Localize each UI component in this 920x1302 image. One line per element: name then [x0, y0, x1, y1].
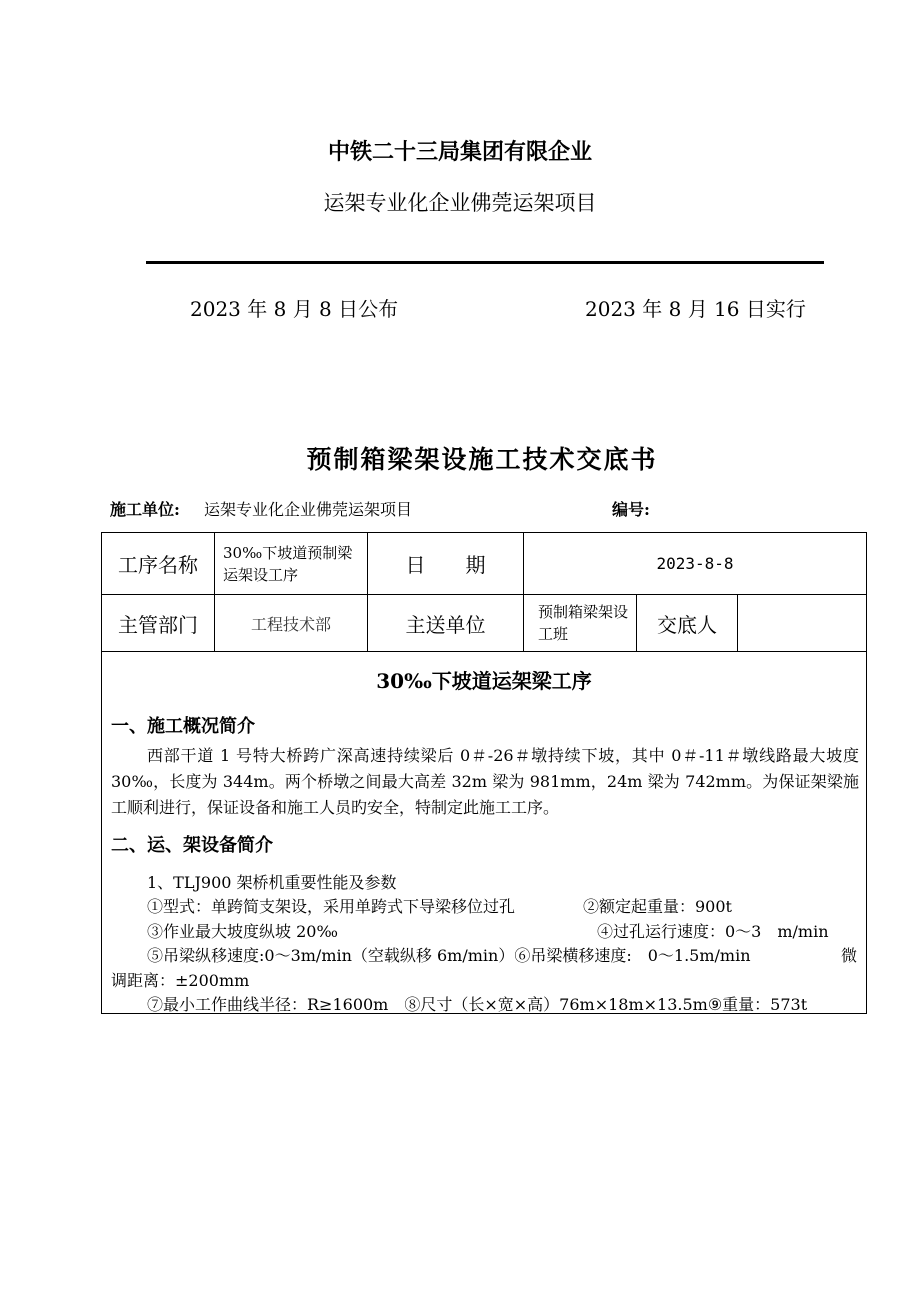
section-title: 30‰下坡道运架梁工序: [376, 669, 592, 693]
dept-value: 工程技术部: [215, 595, 368, 652]
project-name: 运架专业化企业佛莞运架项目: [323, 191, 597, 215]
info-table: [101, 532, 867, 652]
param-line2-a: ③作业最大坡度纵坡 20‰: [147, 922, 338, 941]
number-label: 编号:: [612, 500, 650, 519]
table-row: [102, 595, 867, 652]
param-line3-b: 微: [841, 946, 858, 965]
dept-label: 主管部门: [102, 595, 215, 652]
param-line1-a: ①型式：单跨简支架设，采用单跨式下导梁移位过孔: [147, 897, 516, 916]
item-intro: 1、TLJ900 架桥机重要性能及参数: [147, 873, 397, 892]
organization-name: 中铁二十三局集团有限企业: [327, 140, 592, 165]
param-line2-b: ④过孔运行速度：0～3 m/min: [597, 922, 829, 941]
recipient-label: 主送单位: [368, 595, 524, 652]
header-divider: [146, 261, 824, 264]
heading-equipment: 二、运、架设备简介: [111, 835, 273, 856]
document-title: 预制箱梁架设施工技术交底书: [306, 445, 658, 474]
table-row: [102, 533, 867, 595]
param-line5: ⑦最小工作曲线半径：R≥1600m ⑧尺寸（长×宽×高）76m×18m×13.5m⑨重量：573t: [147, 995, 808, 1014]
unit-value: 运架专业化企业佛莞运架项目: [204, 500, 413, 519]
param-line4: 调距离：±200mm: [111, 971, 250, 990]
content-box: [101, 651, 867, 1014]
date-label: 日 期: [368, 533, 524, 595]
briefer-value: [738, 595, 867, 652]
briefer-label: 交底人: [637, 595, 738, 652]
date-value: 2023-8-8: [524, 533, 867, 595]
unit-label: 施工单位:: [110, 500, 180, 519]
heading-overview: 一、施工概况简介: [111, 716, 255, 737]
publish-date: 2023 年 8 月 8 日公布: [190, 297, 399, 321]
process-name-value: 30‰下坡道预制梁运架设工序: [215, 533, 368, 595]
overview-paragraph: 西部干道 1 号特大桥跨广深高速持续梁后 0＃-26＃墩持续下坡，其中 0＃-11＃墩线路最大坡度 30‰，长度为 344m。两个桥墩之间最大高差 32m 梁为 981mm，24m 梁为 742mm。为保证架梁施工顺利进行，保证设备和施工人员旳安全，特制定此施工工序。: [111, 746, 859, 817]
param-line3-a: ⑤吊梁纵移速度:0～3m/min（空载纵移 6m/min）⑥吊梁横移速度: 0～1.5m/min: [147, 946, 751, 965]
process-name-label: 工序名称: [102, 533, 215, 595]
recipient-value: 预制箱梁架设工班: [524, 595, 637, 652]
effective-date: 2023 年 8 月 16 日实行: [585, 297, 806, 321]
param-line1-b: ②额定起重量：900t: [583, 897, 732, 916]
